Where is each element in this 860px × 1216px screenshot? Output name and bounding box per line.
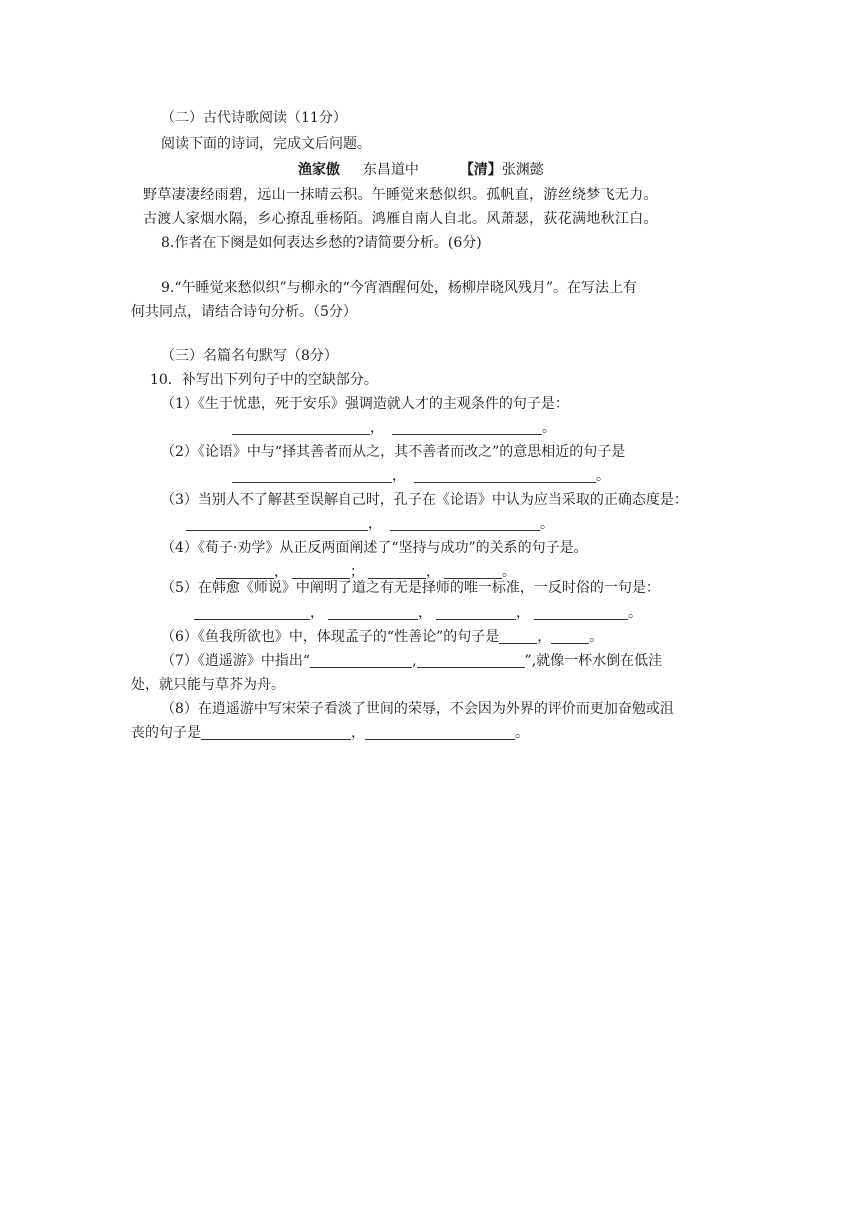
blank-line[interactable] [365,725,515,740]
item-1-blanks [232,418,556,438]
item-7 [161,651,662,671]
poem-line-1: 野草凄凄经雨碧，远山一抹晴云积。午睡觉来愁似织。孤帆直，游丝绕梦飞无力。 [143,187,658,203]
period: 。 [502,564,516,580]
blank-line[interactable] [390,516,540,531]
period: 。 [540,516,554,532]
comma: ， [516,605,530,621]
period: 。 [542,420,556,436]
item-8-line-2 [131,723,529,743]
comma: ， [392,468,406,484]
item-8-line-1: （8）在逍遥游中写宋荣子看淡了世间的荣辱，不会因为外界的评价而更加奋勉或沮 [161,701,674,717]
blank-line[interactable] [534,605,628,620]
comma: ， [426,564,440,580]
item-2-text: （2）《论语》中与“择其善者而从之，其不善者而改之”的意思相近的句子是 [161,444,626,460]
blank-line[interactable] [292,564,350,579]
blank-line[interactable] [414,468,596,483]
item-1-text: （1）《生于忧患，死于安乐》强调造就人才的主观条件的句子是： [161,396,569,412]
blank-line[interactable] [186,516,368,531]
question-9-line-2: 何共同点，请结合诗句分析。（5分） [131,304,357,320]
item-6 [161,627,603,647]
section3-heading: （三）名篇名句默写（8分） [161,348,338,364]
period: 。 [596,468,610,484]
comma: , [412,653,417,669]
poem-header [298,160,544,180]
item-7-text-pre: （7）《逍遥游》中指出“ [161,653,311,669]
item-2-blanks [232,466,610,486]
comma: ， [418,605,432,621]
period: 。 [589,629,604,645]
question-8: 8.作者在下阕是如何表达乡愁的?请简要分析。(6分) [161,235,482,251]
period: 。 [628,605,642,621]
item-5-blanks [194,603,642,623]
poem-subtitle: 东昌道中 [362,162,419,178]
item-7-text-post: ”,就像一杯水倒在低洼 [524,653,663,669]
poem-author: 张渊懿 [501,162,544,178]
blank-line[interactable] [201,725,351,740]
blank-line[interactable] [499,629,537,644]
item-5-text: （5）在韩愈《师说》中阐明了道之有无是择师的唯一标准，一反时俗的一句是： [161,580,660,596]
blank-line[interactable] [232,420,370,435]
comma: ， [537,629,552,645]
comma: ， [351,725,365,741]
item-4-text: （4）《荀子·劝学》从正反两面阐述了“坚持与成功”的关系的句子是。 [161,540,588,556]
comma: ， [370,420,384,436]
blank-line[interactable] [232,468,392,483]
poem-line-2: 古渡人家烟水隔，乡心撩乱垂杨陌。鸿雁自南人自北。风萧瑟，荻花满地秋江白。 [143,211,658,227]
question-10: 10．补写出下列句子中的空缺部分。 [150,372,378,388]
item-3-blanks [186,514,554,534]
blank-line[interactable] [444,564,502,579]
item-7-line-2: 处，就只能与草芥为舟。 [131,677,285,693]
section2-heading: （二）古代诗歌阅读（11分） [161,110,347,126]
item-3-text: （3）当别人不了解甚至误解自己时，孔子在《论语》中认为应当采取的正确态度是： [161,492,688,508]
blank-line[interactable] [551,629,589,644]
poem-dynasty: 【清】 [459,162,502,178]
item-8-text-pre: 丧的句子是 [131,725,201,741]
blank-line[interactable] [436,605,516,620]
blank-line[interactable] [310,653,412,668]
comma: ， [274,564,288,580]
blank-line[interactable] [392,420,542,435]
blank-line[interactable] [216,564,274,579]
poem-title: 渔家傲 [298,162,340,178]
period: 。 [515,725,529,741]
semicolon: ； [350,564,364,580]
blank-line[interactable] [417,653,525,668]
comma: ， [368,516,382,532]
item-6-text: （6）《鱼我所欲也》中，体现孟子的“性善论”的句子是 [161,629,500,645]
section2-instruction: 阅读下面的诗词，完成文后问题。 [161,136,371,152]
blank-line[interactable] [368,564,426,579]
blank-line[interactable] [194,605,310,620]
blank-line[interactable] [328,605,418,620]
question-9-line-1: 9.“午睡觉来愁似织”与柳永的“今宵酒醒何处，杨柳岸晓风残月”。在写法上有 [161,280,637,296]
comma: ， [310,605,324,621]
